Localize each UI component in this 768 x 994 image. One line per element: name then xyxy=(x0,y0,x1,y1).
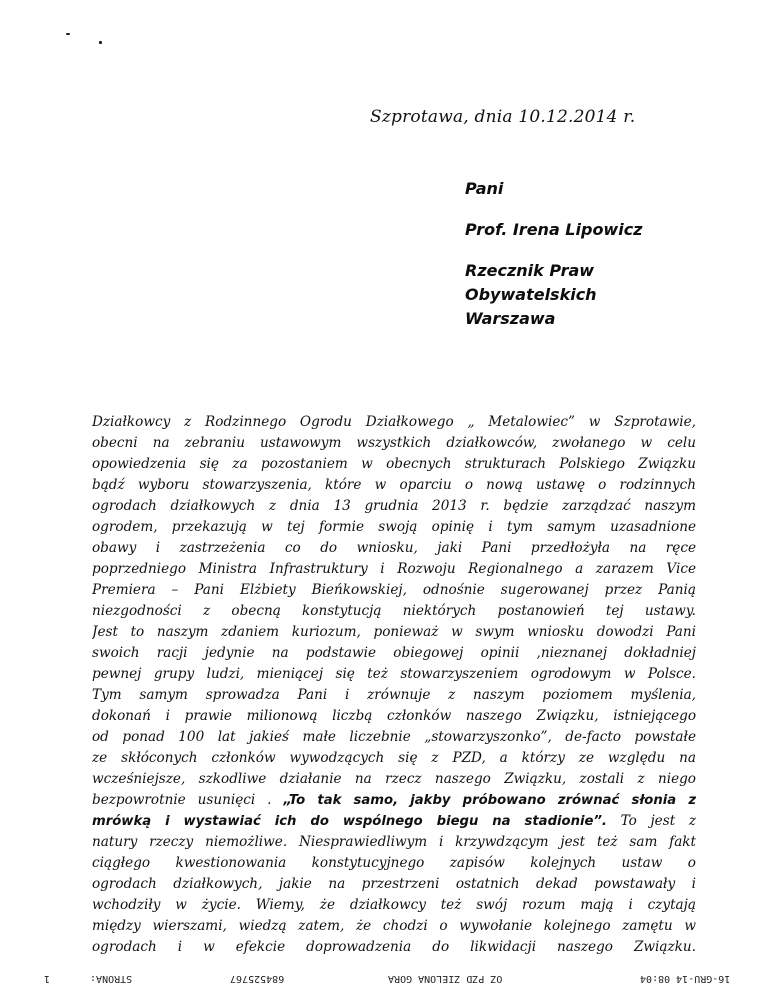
body-line: dokonań i prawie milionową liczbą członków naszego Związku, istniejącego xyxy=(92,708,696,724)
body-line: Jest to naszym zdaniem kuriozum, ponieważ w swym wniosku dowodzi Pani xyxy=(92,624,696,640)
fax-page-number: 1 xyxy=(44,973,51,984)
body-segment: To jest z xyxy=(606,813,696,829)
scan-speck xyxy=(99,41,102,44)
recipient-city: Warszawa xyxy=(465,309,556,328)
body-line: Premiera – Pani Elżbiety Bieńkowskiej, odnośnie sugerowanej przez Panią xyxy=(92,582,696,598)
body-line: ze skłóconych członków wywodzących się z PZD, a którzy ze względu na xyxy=(92,750,696,766)
body-line: ogrodach i w efekcie doprowadzenia do likwidacji naszego Związku. xyxy=(92,939,696,955)
recipient-salutation: Pani xyxy=(465,179,504,198)
body-line: swoich racji jedynie na podstawie obiegowej opinii ,nieznanej dokładniej xyxy=(92,645,696,661)
body-line: od ponad 100 lat jakieś małe liczebnie „stowarzyszonko”, de-facto powstałe xyxy=(92,729,696,745)
body-line: wchodziły w życie. Wiemy, że działkowcy też swój rozum mają i czytają xyxy=(92,897,696,913)
body-line: ogrodem, przekazują w tej formie swoją opinię i tym samym uzasadnione xyxy=(92,519,696,535)
body-line: bądź wyboru stowarzyszenia, które w oparciu o nową ustawę o rodzinnych xyxy=(92,477,696,493)
body-line: wcześniejsze, szkodliwe działanie na rzecz naszego Związku, zostali z niego xyxy=(92,771,696,787)
body-line: ogrodach działkowych z dnia 13 grudnia 2013 r. będzie zarządzać naszym xyxy=(92,498,696,514)
recipient-name: Prof. Irena Lipowicz xyxy=(465,220,643,239)
body-line: pewnej grupy ludzi, mieniącej się też stowarzyszeniem ogrodowym w Polsce. xyxy=(92,666,696,682)
body-line: niezgodności z obecną konstytucją niektórych postanowień tej ustawy. xyxy=(92,603,696,619)
fax-datetime: 16-GRU-14 08:04 xyxy=(640,973,731,984)
fax-page-label: STRONA: xyxy=(90,973,133,984)
scan-speck xyxy=(66,33,70,35)
body-line: poprzedniego Ministra Infrastruktury i Rozwoju Regionalnego a zarazem Vice xyxy=(92,561,696,577)
body-line-mixed xyxy=(92,790,696,811)
body-line: Działkowcy z Rodzinnego Ogrodu Działkowego „ Metalowiec” w Szprotawie, xyxy=(92,414,696,430)
recipient-title-2: Obywatelskich xyxy=(465,285,597,304)
body-line-mixed xyxy=(92,811,696,832)
recipient-title-1: Rzecznik Praw xyxy=(465,261,595,280)
emphasis-quote-end: mrówką i wystawiać ich do wspólnego biegu na stadionie”. xyxy=(92,814,607,829)
fax-phone: 684525767 xyxy=(230,973,285,984)
body-line: między wierszami, wiedzą zatem, że chodzi o wywołanie kolejnego zamętu w xyxy=(92,918,696,934)
emphasis-quote-start: „To tak samo, jakby próbowano zrównać słonia z xyxy=(283,793,696,808)
place-date: Szprotawa, dnia 10.12.2014 r. xyxy=(370,107,636,127)
fax-sender: OZ PZD ZIELONA GORA xyxy=(388,973,503,984)
body-line: opowiedzenia się za pozostaniem w obecnych strukturach Polskiego Związku xyxy=(92,456,696,472)
body-line: Tym samym sprowadza Pani i zrównuje z naszym poziomem myślenia, xyxy=(92,687,696,703)
body-line: ogrodach działkowych, jakie na przestrzeni ostatnich dekad powstawały i xyxy=(92,876,696,892)
body-line: obecni na zebraniu ustawowym wszystkich działkowców, zwołanego w celu xyxy=(92,435,696,451)
body-line: natury rzeczy niemożliwe. Niesprawiedliwym i krzywdzącym jest też sam fakt xyxy=(92,834,696,850)
body-line: ciągłego kwestionowania konstytucyjnego zapisów kolejnych ustaw o xyxy=(92,855,696,871)
body-line: obawy i zastrzeżenia co do wniosku, jaki Pani przedłożyła na ręce xyxy=(92,540,696,556)
letter-body xyxy=(92,412,696,958)
body-segment: bezpowrotnie usunięci . xyxy=(92,792,284,808)
